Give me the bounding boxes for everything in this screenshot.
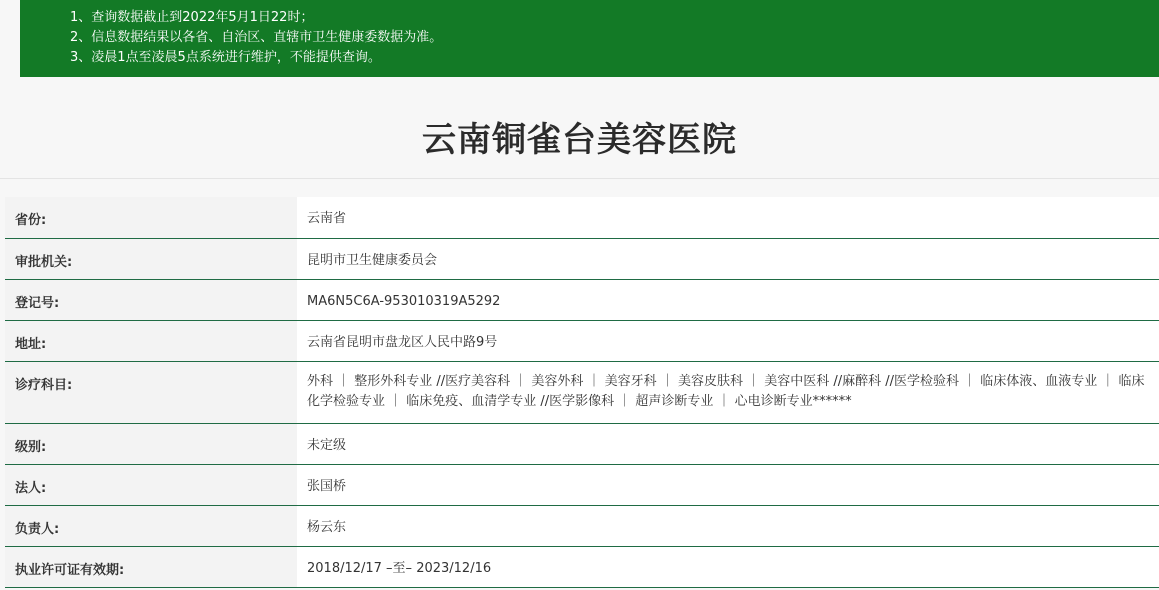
info-value-address: 云南省昆明市盘龙区人民中路9号	[297, 320, 1159, 361]
info-row-departments	[5, 361, 1159, 423]
info-value-reg-no: MA6N5C6A-953010319A5292	[297, 279, 1159, 320]
info-label: 地址:	[5, 320, 297, 361]
notice-banner	[20, 0, 1159, 77]
info-value-departments: 外科 ｜ 整形外科专业 //医疗美容科 ｜ 美容外科 ｜ 美容牙科 ｜ 美容皮肤科 ｜ 美容中医科 //麻醉科 //医学检验科 ｜ 临床体液、血液专业 ｜ 临床化学检验专业 ｜ 临床免疫、血清学专业 //医学影像科 ｜ 超声诊断专业 ｜ 心电诊断专业******	[297, 361, 1159, 423]
info-label: 审批机关:	[5, 238, 297, 279]
info-label: 执业许可证有效期:	[5, 546, 297, 587]
info-row-authority	[5, 238, 1159, 279]
info-row-level	[5, 423, 1159, 464]
notice-line-2: 2、信息数据结果以各省、自治区、直辖市卫生健康委数据为准。	[70, 30, 443, 45]
info-label: 级别:	[5, 423, 297, 464]
notice-line-3: 3、凌晨1点至凌晨5点系统进行维护，不能提供查询。	[70, 50, 381, 65]
hospital-info-table	[5, 197, 1159, 588]
info-row-reg-no	[5, 279, 1159, 320]
info-value-authority: 昆明市卫生健康委员会	[297, 238, 1159, 279]
notice-line-1: 1、查询数据截止到2022年5月1日22时；	[70, 10, 314, 25]
title-divider	[0, 178, 1159, 179]
info-row-license-validity	[5, 546, 1159, 587]
info-row-principal	[5, 505, 1159, 546]
info-value-level: 未定级	[297, 423, 1159, 464]
info-label: 诊疗科目:	[5, 361, 297, 423]
info-label: 省份:	[5, 197, 297, 238]
info-label: 法人:	[5, 464, 297, 505]
info-value-legal-person: 张国桥	[297, 464, 1159, 505]
info-value-license-validity: 2018/12/17 –至– 2023/12/16	[297, 546, 1159, 587]
info-value-province: 云南省	[297, 197, 1159, 238]
info-value-principal: 杨云东	[297, 505, 1159, 546]
info-row-province	[5, 197, 1159, 238]
info-label: 负责人:	[5, 505, 297, 546]
info-label: 登记号:	[5, 279, 297, 320]
hospital-title: 云南铜雀台美容医院	[422, 120, 737, 160]
info-row-legal-person	[5, 464, 1159, 505]
info-row-address	[5, 320, 1159, 361]
